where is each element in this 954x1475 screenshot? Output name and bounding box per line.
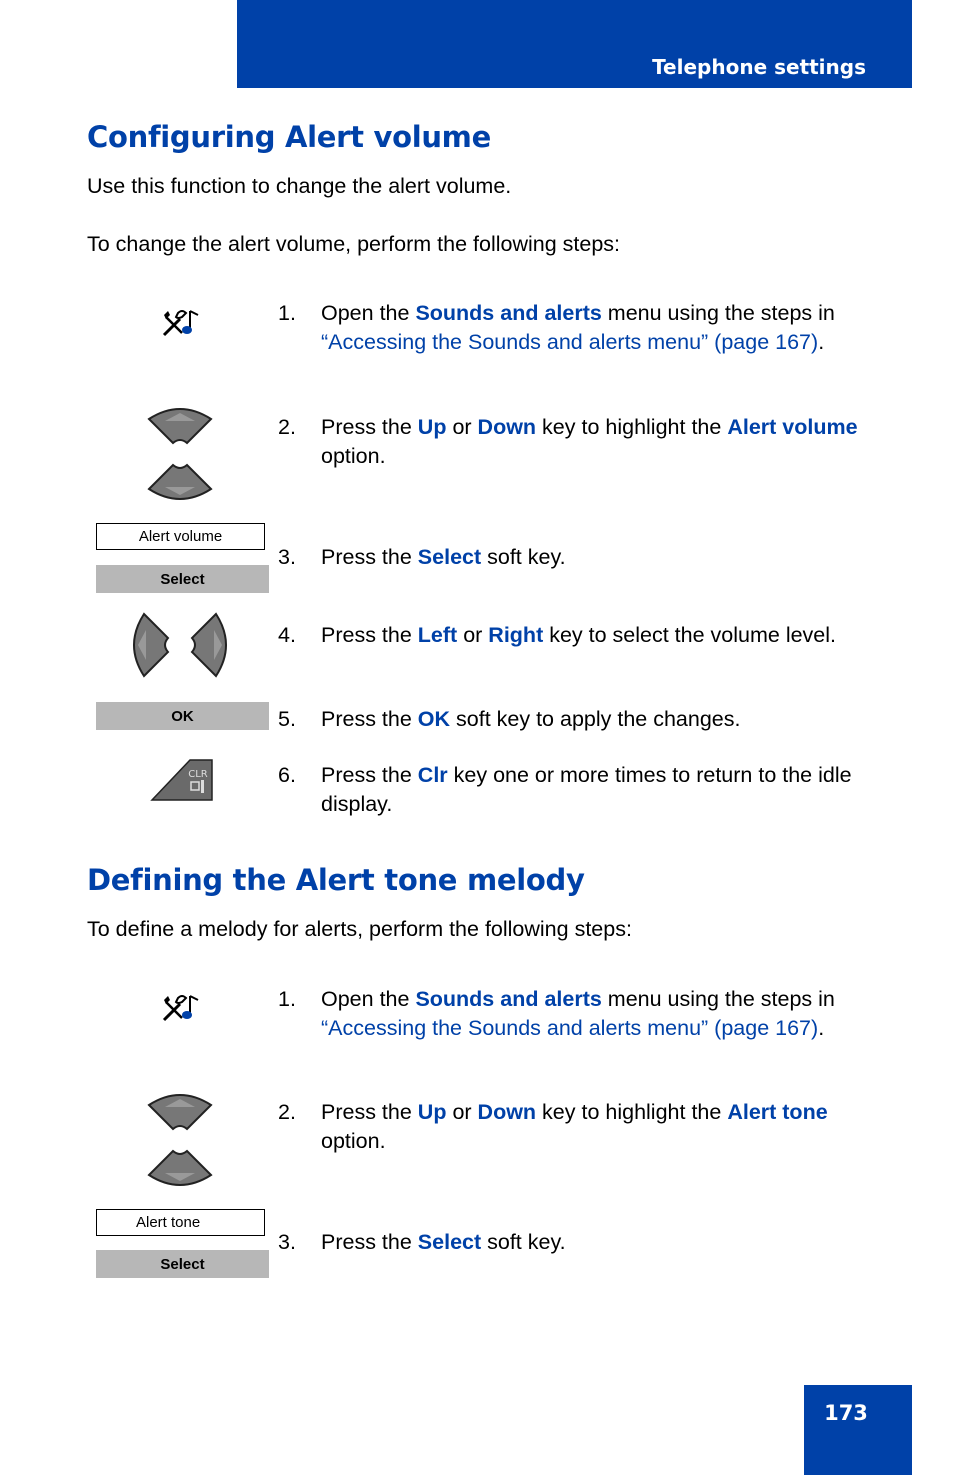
link-accessing-sounds-menu-2[interactable]: “Accessing the Sounds and alerts menu” (page 167) [321,1016,819,1040]
section-title-alert-tone: Defining the Alert tone melody [87,863,585,897]
page-number: 173 [824,1401,868,1425]
clear-key-icon [150,758,214,802]
navigation-up-down-icon [145,1089,215,1191]
display-label-alert-tone: Alert tone [96,1209,265,1236]
link-accessing-sounds-menu[interactable]: “Accessing the Sounds and alerts menu” (page 167) [321,330,819,354]
ok-soft-key[interactable]: OK [96,702,269,730]
lead-paragraph: To change the alert volume, perform the following steps: [87,232,621,256]
select-soft-key[interactable]: Select [96,565,269,593]
clr-key-text: CLR [188,769,208,780]
intro-paragraph: Use this function to change the alert volume. [87,174,512,198]
navigation-left-right-icon [128,610,232,680]
header-bar [237,0,912,88]
lead-paragraph-2: To define a melody for alerts, perform the following steps: [87,917,632,941]
tools-music-icon [160,305,204,341]
section-title-alert-volume: Configuring Alert volume [87,120,491,154]
page-number-box [804,1385,912,1475]
navigation-up-down-icon [145,403,215,505]
header-title: Telephone settings [652,55,866,79]
display-label-alert-volume: Alert volume [96,523,265,550]
tools-music-icon [160,990,204,1026]
select-soft-key-2[interactable]: Select [96,1250,269,1278]
